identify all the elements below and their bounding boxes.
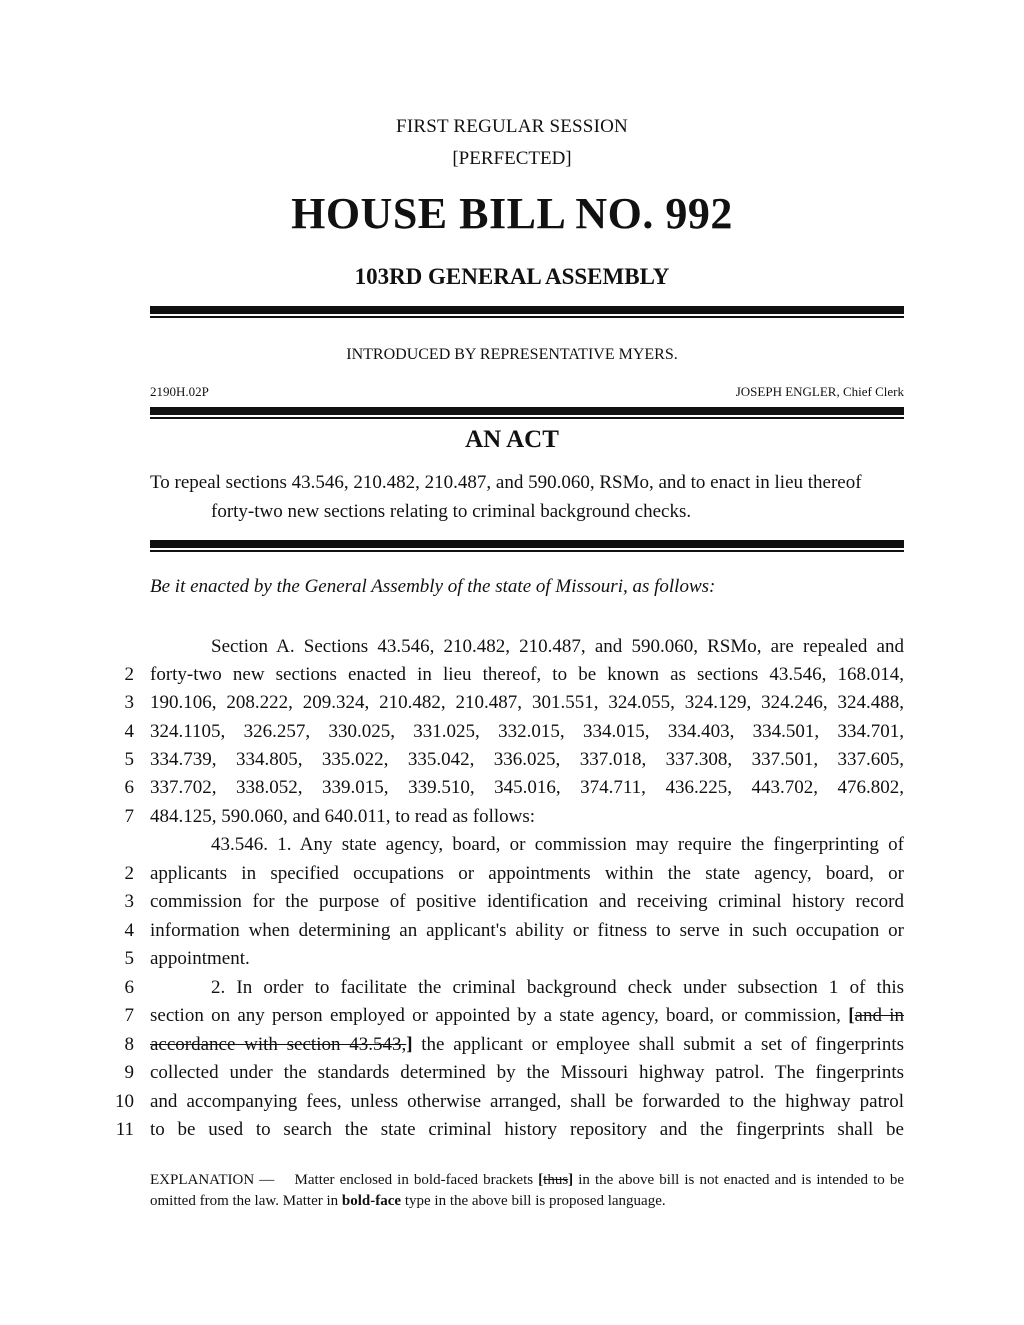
- line-number: 7: [124, 806, 134, 827]
- explanation-struck-example: thus: [543, 1172, 569, 1188]
- line-number: 2: [124, 664, 134, 685]
- section-43-546-line: collected under the standards determined by the Missouri highway patrol. The fingerprints: [150, 1062, 904, 1083]
- section-43-546-line: and accompanying fees, unless otherwise arranged, shall be forwarded to the highway patrol: [150, 1091, 904, 1112]
- struck-text: accordance with section 43.543,: [150, 1034, 407, 1055]
- section-43-546-line: appointment.: [150, 948, 250, 969]
- act-title-line-2: forty-two new sections relating to criminal background checks.: [211, 501, 692, 522]
- line-number: 3: [124, 692, 134, 713]
- line-number: 9: [124, 1062, 134, 1083]
- line-number: 4: [124, 721, 134, 742]
- line-number: 6: [124, 777, 134, 798]
- line-number: 5: [124, 749, 134, 770]
- line-number: 6: [124, 977, 134, 998]
- line-number: 10: [115, 1091, 134, 1112]
- section-a-line: 190.106, 208.222, 209.324, 210.482, 210.487, 301.551, 324.055, 324.129, 324.246, 324.488,: [150, 692, 904, 713]
- line-number: 5: [124, 948, 134, 969]
- act-title-line-1: To repeal sections 43.546, 210.482, 210.487, and 590.060, RSMo, and to enact in lieu thereof: [150, 472, 862, 493]
- explanation-note: [150, 1170, 904, 1212]
- divider-thick: [150, 407, 904, 415]
- explanation-label: EXPLANATION —: [150, 1172, 275, 1188]
- line-number: 11: [115, 1119, 134, 1140]
- section-43-546-line: 43.546. 1. Any state agency, board, or commission may require the fingerprinting of: [211, 834, 904, 855]
- section-a-line: 324.1105, 326.257, 330.025, 331.025, 332.015, 334.015, 334.403, 334.501, 334.701,: [150, 721, 904, 742]
- section-43-546-line: to be used to search the state criminal history repository and the fingerprints shall be: [150, 1119, 904, 1140]
- chief-clerk: JOSEPH ENGLER, Chief Clerk: [735, 384, 904, 399]
- explanation-boldface-example: bold-face: [341, 1193, 402, 1209]
- line-text: the applicant or employee shall submit a set of fingerprints: [412, 1034, 904, 1055]
- line-number: 8: [124, 1034, 134, 1055]
- act-heading: AN ACT: [465, 426, 559, 453]
- line-text: section on any person employed or appointed by a state agency, board, or commission,: [150, 1005, 841, 1026]
- explanation-text-3: type in the above bill is proposed language.: [401, 1193, 666, 1209]
- section-a-line: 484.125, 590.060, and 640.011, to read as follows:: [150, 806, 536, 827]
- section-a-line: Section A. Sections 43.546, 210.482, 210.487, and 590.060, RSMo, are repealed and: [211, 636, 904, 657]
- struck-text: and in: [854, 1005, 905, 1026]
- section-43-546-line: applicants in specified occupations or appointments within the state agency, board, or: [150, 863, 904, 884]
- bill-number: HOUSE BILL NO. 992: [291, 189, 733, 238]
- explanation-text-1: Matter enclosed in bold-faced brackets: [294, 1172, 539, 1188]
- section-a-line: 337.702, 338.052, 339.015, 339.510, 345.016, 374.711, 436.225, 443.702, 476.802,: [150, 777, 904, 798]
- explanation-bracket-close: ]: [568, 1172, 574, 1188]
- divider-thin: [150, 550, 904, 552]
- line-number: 4: [124, 920, 134, 941]
- enacting-clause: Be it enacted by the General Assembly of the state of Missouri, as follows:: [150, 576, 716, 597]
- divider-thin: [150, 417, 904, 419]
- status-heading: [PERFECTED]: [452, 148, 572, 169]
- divider-thick: [150, 306, 904, 314]
- bracket-close: ]: [406, 1034, 413, 1055]
- explanation-bracket-open: [: [538, 1172, 544, 1188]
- line-number: 3: [124, 891, 134, 912]
- assembly-heading: 103RD GENERAL ASSEMBLY: [354, 264, 670, 289]
- divider-thick: [150, 540, 904, 548]
- explanation-text-2: in the above bill is not enacted and is intended to be omitted from the law. Matter in: [150, 1172, 904, 1209]
- section-43-546-line: information when determining an applicant's ability or fitness to serve in such occupation or: [150, 920, 904, 941]
- bill-code: 2190H.02P: [150, 384, 209, 399]
- section-43-546-line: [150, 1005, 904, 1027]
- session-heading: FIRST REGULAR SESSION: [396, 116, 628, 137]
- divider-thin: [150, 316, 904, 318]
- section-43-546-line: commission for the purpose of positive identification and receiving criminal history record: [150, 891, 904, 912]
- section-43-546-line: 2. In order to facilitate the criminal background check under subsection 1 of this: [211, 977, 904, 998]
- line-number: 2: [124, 863, 134, 884]
- line-number: 7: [124, 1005, 134, 1026]
- introduced-by: INTRODUCED BY REPRESENTATIVE MYERS.: [346, 346, 678, 363]
- section-a-line: forty-two new sections enacted in lieu thereof, to be known as sections 43.546, 168.014,: [150, 664, 904, 685]
- section-43-546-line: [150, 1034, 904, 1056]
- bracket-open: [: [848, 1005, 855, 1026]
- section-a-line: 334.739, 334.805, 335.022, 335.042, 336.025, 337.018, 337.308, 337.501, 337.605,: [150, 749, 904, 770]
